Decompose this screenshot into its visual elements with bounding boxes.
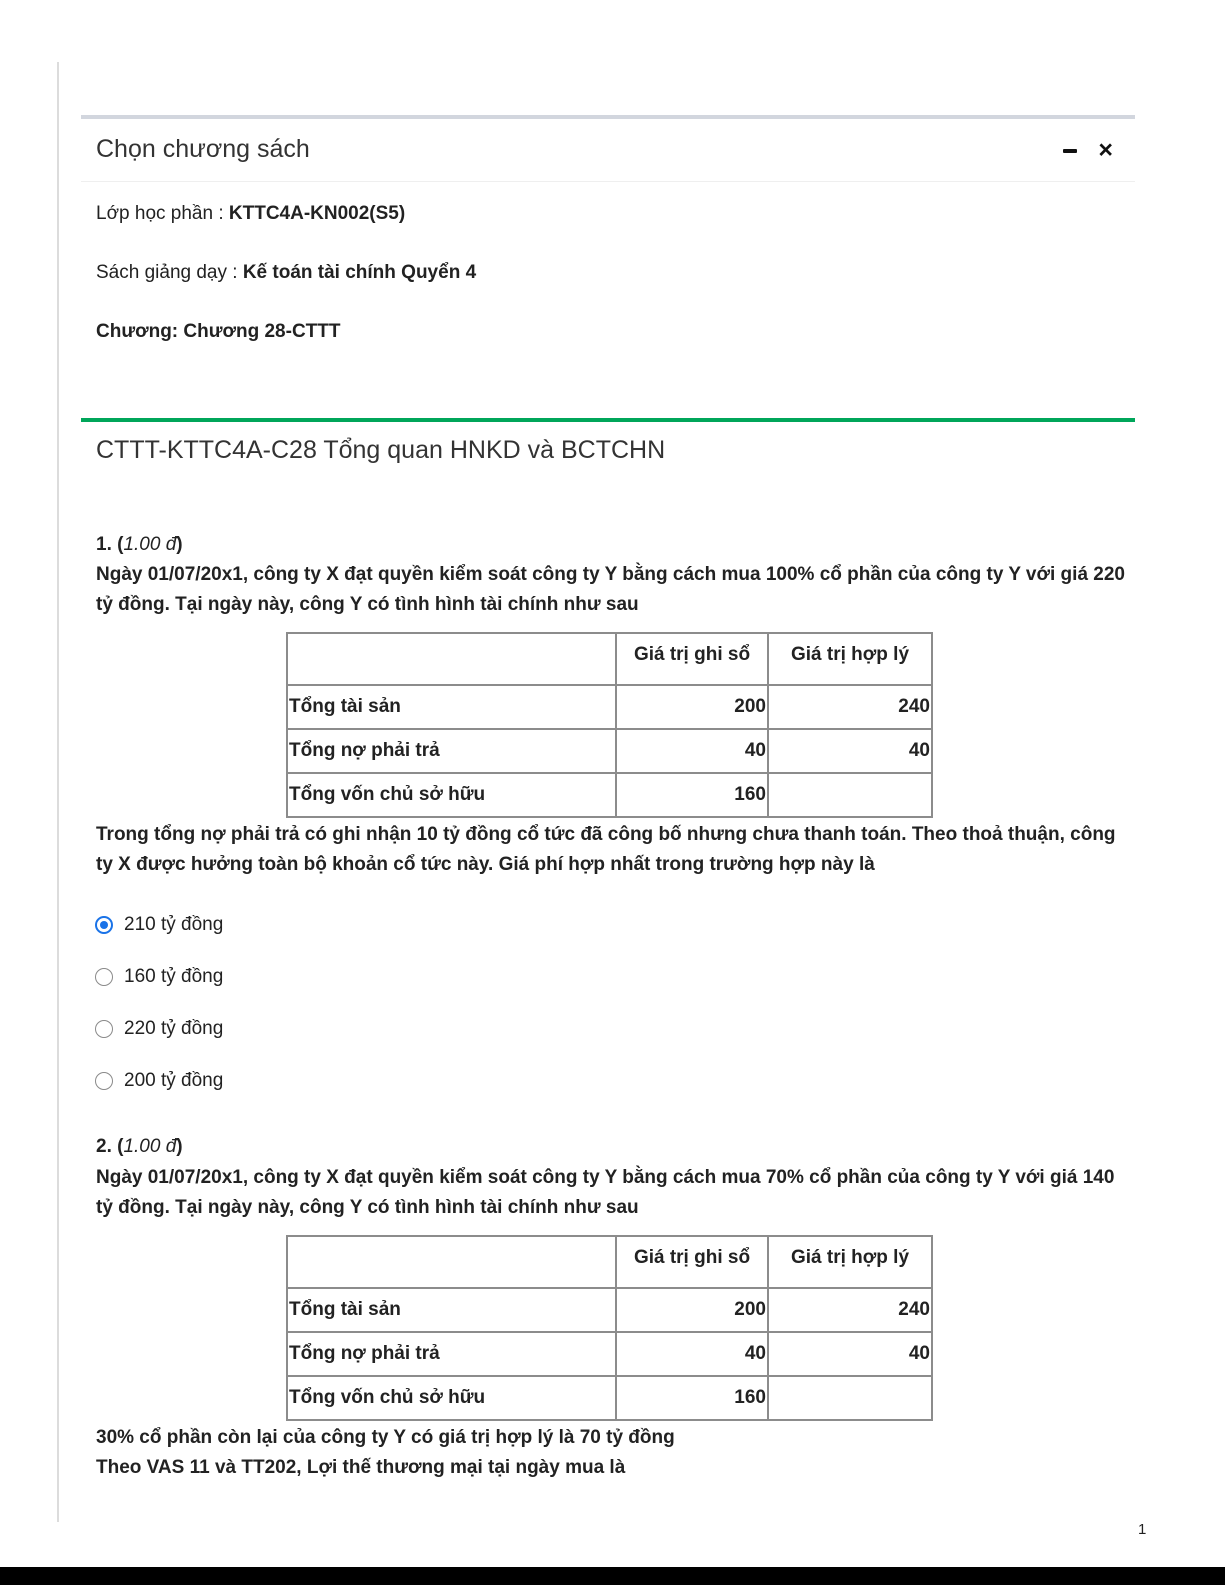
question-2-header [96, 1136, 183, 1158]
question-points: 1.00 đ [123, 1136, 177, 1157]
table-cell: Tổng vốn chủ sở hữu [287, 1376, 616, 1420]
table-cell: Tổng nợ phải trả [287, 729, 616, 773]
table-row [287, 729, 932, 773]
table-header-row [287, 633, 932, 685]
table-cell: Tổng tài sản [287, 1288, 616, 1332]
chapter-info [96, 321, 341, 343]
close-icon[interactable]: × [1098, 136, 1113, 164]
radio-selected-icon[interactable] [95, 916, 113, 934]
table-cell: 40 [768, 1332, 932, 1376]
table-cell: Tổng vốn chủ sở hữu [287, 773, 616, 817]
page-number: 1 [1138, 1521, 1147, 1538]
table-cell: Tổng nợ phải trả [287, 1332, 616, 1376]
question-2-note: 30% cổ phần còn lại của công ty Y có giá trị hợp lý là 70 tỷ đồng [96, 1427, 675, 1448]
table-cell: 160 [616, 1376, 768, 1420]
option-4[interactable] [95, 1068, 223, 1094]
question-2-table [286, 1235, 933, 1421]
quiz-panel [81, 418, 1135, 1522]
table-cell: 200 [616, 1288, 768, 1332]
left-border-rule [57, 62, 59, 1522]
option-label: 200 tỷ đồng [124, 1070, 224, 1091]
table-header-cell: Giá trị ghi sổ [616, 633, 768, 685]
question-number: 2. ( [96, 1136, 124, 1157]
book-label: Sách giảng dạy : [96, 262, 243, 283]
question-paren: ) [176, 534, 183, 555]
question-number: 1. ( [96, 534, 124, 555]
option-1[interactable] [95, 912, 223, 938]
class-label: Lớp học phần : [96, 203, 229, 224]
question-1-text: Ngày 01/07/20x1, công ty X đạt quyền kiểm soát công ty Y bằng cách mua 100% cổ phần của công ty Y với giá 220 tỷ đồng. Tại ngày này, công Y có tình hình tài chính như sau [96, 564, 1125, 615]
table-cell: 40 [616, 729, 768, 773]
question-1-followup: Trong tổng nợ phải trả có ghi nhận 10 tỷ đồng cổ tức đã công bố nhưng chưa thanh toán. Theo thoả thuận, công ty X được hưởng toàn bộ khoản cổ tức này. Giá phí hợp nhất trong trường hợp này là [96, 824, 1116, 875]
class-info [96, 203, 405, 225]
table-header-row [287, 1236, 932, 1288]
table-row [287, 773, 932, 817]
question-2-prompt: Theo VAS 11 và TT202, Lợi thế thương mại tại ngày mua là [96, 1457, 626, 1478]
option-2[interactable] [95, 964, 223, 990]
table-cell: 240 [768, 685, 932, 729]
panel-header [81, 119, 1135, 182]
table-cell: 40 [768, 729, 932, 773]
table-cell [768, 773, 932, 817]
table-header-cell: Giá trị hợp lý [768, 633, 932, 685]
table-header-cell: Giá trị ghi sổ [616, 1236, 768, 1288]
chapter-value: Chương: Chương 28-CTTT [96, 321, 341, 342]
table-header-cell [287, 1236, 616, 1288]
class-value: KTTC4A-KN002(S5) [228, 203, 406, 224]
option-label: 220 tỷ đồng [124, 1018, 224, 1039]
question-1-header [96, 534, 183, 556]
question-1-table [286, 632, 933, 818]
table-cell [768, 1376, 932, 1420]
radio-icon[interactable] [95, 968, 113, 986]
question-points: 1.00 đ [123, 534, 177, 555]
table-cell: 40 [616, 1332, 768, 1376]
table-cell: 240 [768, 1288, 932, 1332]
table-cell: Tổng tài sản [287, 685, 616, 729]
chapter-select-panel [81, 115, 1135, 359]
minimize-icon[interactable] [1063, 149, 1077, 153]
question-paren: ) [176, 1136, 183, 1157]
quiz-title: CTTT-KTTC4A-C28 Tổng quan HNKD và BCTCHN [96, 436, 666, 464]
option-label: 160 tỷ đồng [124, 966, 224, 987]
book-info [96, 262, 476, 284]
table-row [287, 1332, 932, 1376]
option-label: 210 tỷ đồng [124, 914, 224, 935]
table-row [287, 685, 932, 729]
bottom-bar [0, 1567, 1225, 1585]
table-row [287, 1288, 932, 1332]
table-row [287, 1376, 932, 1420]
option-3[interactable] [95, 1016, 223, 1042]
panel-title: Chọn chương sách [96, 135, 310, 163]
table-header-cell: Giá trị hợp lý [768, 1236, 932, 1288]
radio-icon[interactable] [95, 1072, 113, 1090]
table-cell: 160 [616, 773, 768, 817]
question-2-text: Ngày 01/07/20x1, công ty X đạt quyền kiểm soát công ty Y bằng cách mua 70% cổ phần của công ty Y với giá 140 tỷ đồng. Tại ngày này, công Y có tình hình tài chính như sau [96, 1167, 1115, 1218]
table-cell: 200 [616, 685, 768, 729]
table-header-cell [287, 633, 616, 685]
book-value: Kế toán tài chính Quyển 4 [242, 262, 477, 283]
radio-icon[interactable] [95, 1020, 113, 1038]
